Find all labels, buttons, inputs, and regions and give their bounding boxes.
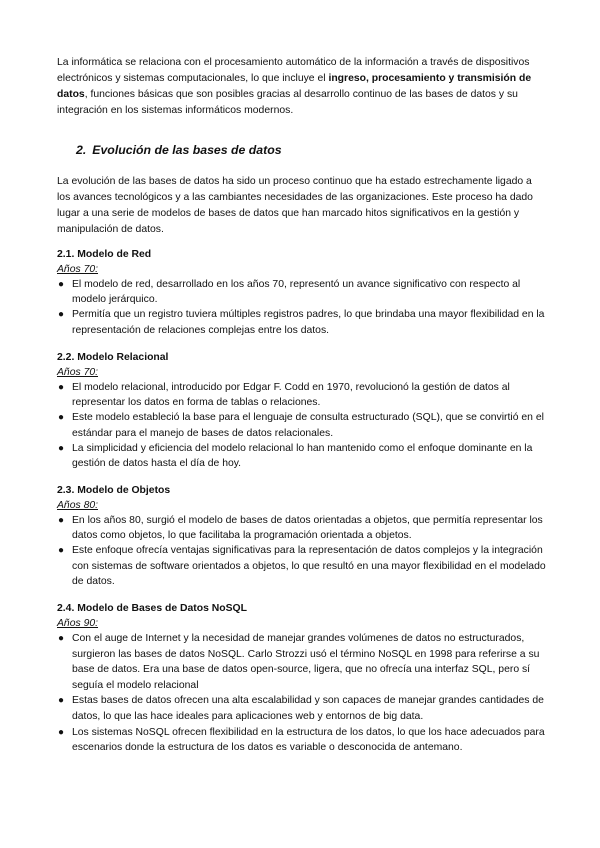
bullet-list bbox=[57, 631, 547, 756]
list-item-text: El modelo relacional, introducido por Edgar F. Codd en 1970, revolucionó la gestión de datos al representar los datos en forma de tablas o relaciones. bbox=[72, 382, 510, 409]
list-item bbox=[57, 441, 547, 471]
subsection-era: Años 70: bbox=[57, 367, 99, 378]
subsection-era: Años 70: bbox=[57, 264, 99, 275]
list-item-text: En los años 80, surgió el modelo de bases de datos orientadas a objetos, que permitía representar los datos como objetos, lo que facilitaba la programación orientada a objetos. bbox=[72, 515, 543, 542]
subsection-modelo-relacional bbox=[57, 350, 547, 471]
bullet-icon: ● bbox=[58, 279, 65, 290]
list-item-text: Los sistemas NoSQL ofrecen flexibilidad en la estructura de los datos, lo que los hace adecuados para escenarios donde la estructura de los datos es variable o desconocida de antemano. bbox=[72, 726, 545, 754]
section-heading bbox=[76, 143, 282, 157]
bullet-icon: ● bbox=[58, 633, 65, 644]
bullet-list bbox=[57, 380, 547, 471]
subsection-era: Años 90: bbox=[57, 618, 99, 629]
list-item-text: Con el auge de Internet y la necesidad de manejar grandes volúmenes de datos no estructurados, surgieron las bases de datos NoSQL. Carlo Strozzi usó el término NoSQL en 1998 para referirse a su base de datos. Era una base de datos open-source, ligera, que no ofrecía una interfaz SQL, pero sí seguía el modelo relacional bbox=[72, 633, 540, 691]
intro-text-before: La informática se relaciona con el procesamiento automático de la información a través de dispositivos electrónicos y sistemas computacionales, lo que incluye el bbox=[57, 57, 530, 84]
intro-paragraph bbox=[57, 55, 547, 119]
list-item bbox=[57, 380, 547, 410]
list-item-text: Este modelo estableció la base para el lenguaje de consulta estructurado (SQL), que se convirtió en el estándar para el manejo de bases de datos relacionales. bbox=[72, 412, 544, 439]
intro-bold-text: ingreso, procesamiento y transmisión de datos bbox=[57, 73, 532, 100]
bullet-icon: ● bbox=[58, 412, 65, 424]
subsection-title: 2.4. Modelo de Bases de Datos NoSQL bbox=[57, 603, 247, 614]
subsection-title: 2.2. Modelo Relacional bbox=[57, 352, 169, 363]
subsection-title: 2.1. Modelo de Red bbox=[57, 249, 152, 260]
bullet-icon: ● bbox=[58, 545, 65, 557]
section-heading-title: Evolución de las bases de datos bbox=[92, 143, 282, 157]
subsection-era: Años 80: bbox=[57, 500, 99, 511]
intro-text-after: , funciones básicas que son posibles gracias al desarrollo continuo de las bases de datos y su integración en los sistemas informáticos modernos. bbox=[57, 89, 518, 116]
list-item-text: La simplicidad y eficiencia del modelo relacional lo han mantenido como el enfoque dominante en la gestión de datos hasta el día de hoy. bbox=[72, 442, 533, 470]
bullet-icon: ● bbox=[58, 695, 65, 707]
list-item bbox=[57, 307, 547, 337]
list-item bbox=[57, 693, 547, 724]
bullet-list bbox=[57, 513, 547, 589]
subsection-modelo-nosql bbox=[57, 601, 547, 756]
bullet-icon: ● bbox=[58, 515, 65, 526]
subsection-modelo-de-objetos bbox=[57, 483, 547, 589]
bullet-list bbox=[57, 277, 547, 338]
list-item-text: El modelo de red, desarrollado en los años 70, representó un avance significativo con respecto al modelo jerárquico. bbox=[72, 279, 521, 306]
list-item bbox=[57, 631, 547, 693]
list-item bbox=[57, 410, 547, 440]
subsection-title: 2.3. Modelo de Objetos bbox=[57, 485, 171, 496]
list-item bbox=[57, 277, 547, 307]
bullet-icon: ● bbox=[58, 442, 65, 454]
list-item bbox=[57, 543, 547, 589]
lead-paragraph: La evolución de las bases de datos ha sido un proceso continuo que ha estado estrechamente ligado a los avances tecnológicos y a las cambiantes necesidades de las organizaciones. Este proceso ha dado lugar a una serie de modelos de bases de datos que han marcado hitos significativos en la gestión y manipulación de datos. bbox=[57, 176, 533, 235]
section-heading-number: 2. bbox=[76, 143, 87, 157]
subsection-modelo-de-red bbox=[57, 247, 547, 338]
bullet-icon: ● bbox=[58, 726, 65, 738]
list-item bbox=[57, 725, 547, 756]
list-item bbox=[57, 513, 547, 543]
bullet-icon: ● bbox=[58, 309, 65, 321]
bullet-icon: ● bbox=[58, 382, 65, 393]
list-item-text: Permitía que un registro tuviera múltiples registros padres, lo que brindaba una mayor flexibilidad en la representación de relaciones complejas entre los datos. bbox=[72, 309, 545, 336]
list-item-text: Estas bases de datos ofrecen una alta escalabilidad y son capaces de manejar grandes cantidades de datos, lo que las hace ideales para aplicaciones web y entornos de big data. bbox=[72, 695, 544, 722]
list-item-text: Este enfoque ofrecía ventajas significativas para la representación de datos complejos y la integración con sistemas de software orientados a objetos, lo que resultó en una mayor flexibilidad en el modelado de datos. bbox=[72, 545, 546, 587]
